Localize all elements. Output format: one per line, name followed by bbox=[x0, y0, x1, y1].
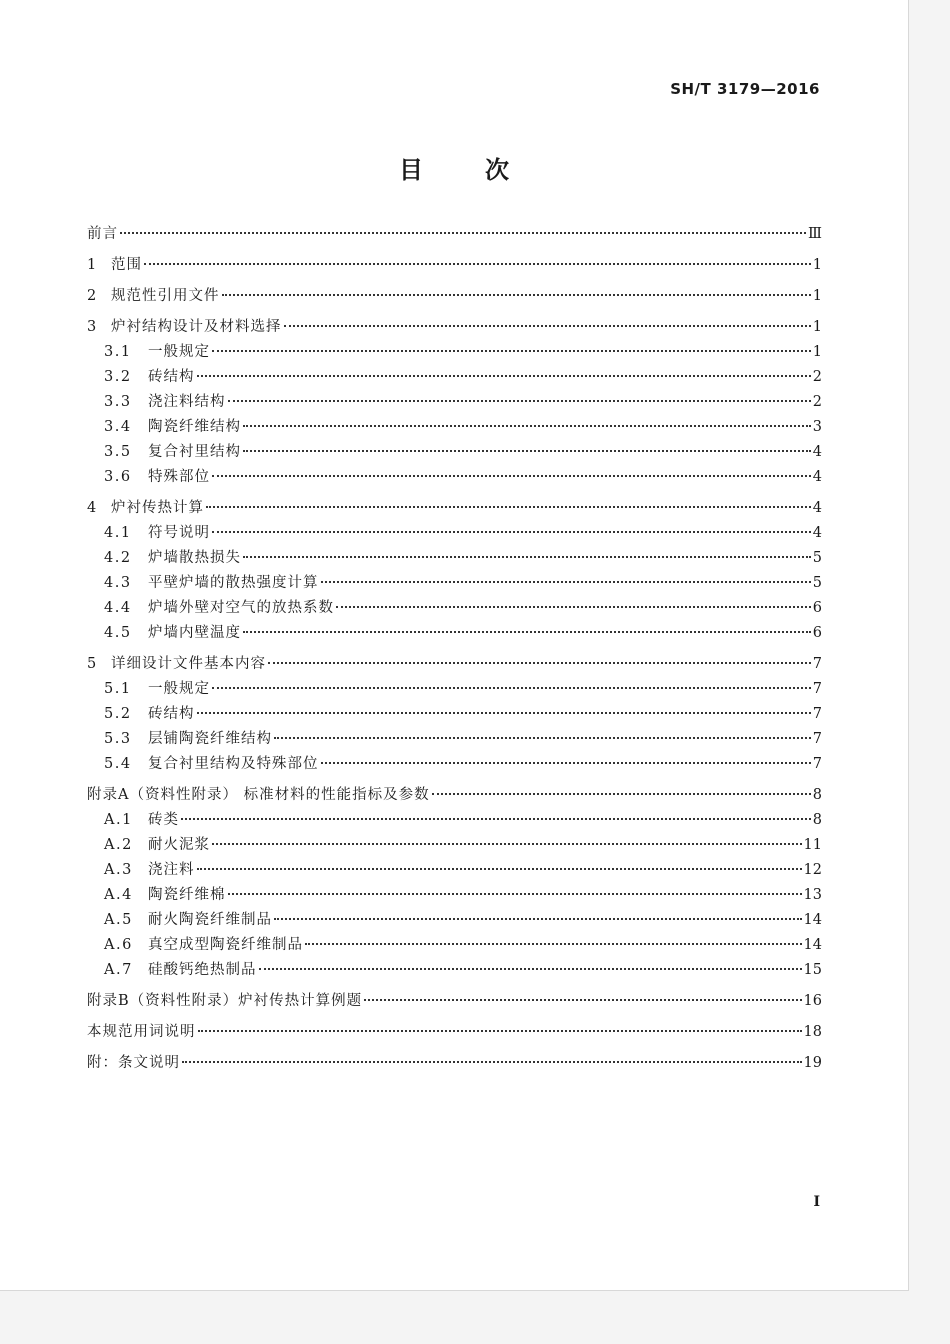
toc-entry-number: A.2 bbox=[104, 837, 133, 853]
dot-leader bbox=[182, 1061, 802, 1063]
dot-leader bbox=[321, 581, 811, 583]
toc-entry-number: 3.3 bbox=[104, 394, 132, 410]
page-number: I bbox=[813, 1194, 820, 1210]
toc-entry[interactable] bbox=[87, 596, 822, 621]
dot-leader bbox=[181, 818, 811, 820]
toc-entry-title: 炉墙散热损失 bbox=[148, 550, 241, 566]
toc-entry-page: 7 bbox=[812, 681, 822, 697]
toc-entry-title: 附录A（资料性附录） 标准材料的性能指标及参数 bbox=[87, 787, 430, 803]
dot-leader bbox=[305, 943, 802, 945]
toc-entry-title: 规范性引用文件 bbox=[111, 288, 220, 304]
dot-leader bbox=[222, 294, 811, 296]
toc-entry[interactable] bbox=[87, 340, 822, 365]
toc-entry-title: 陶瓷纤维结构 bbox=[148, 419, 241, 435]
toc-entry-title: 本规范用词说明 bbox=[87, 1024, 196, 1040]
toc-entry-title: 复合衬里结构 bbox=[148, 444, 241, 460]
toc-entry-title: 符号说明 bbox=[148, 525, 210, 541]
toc-entry[interactable] bbox=[87, 253, 822, 278]
dot-leader bbox=[206, 506, 811, 508]
dot-leader bbox=[321, 762, 811, 764]
toc-entry-number: 4.3 bbox=[104, 575, 132, 591]
toc-entry-page: 18 bbox=[803, 1024, 822, 1040]
dot-leader bbox=[259, 968, 802, 970]
toc-entry-page: 15 bbox=[803, 962, 822, 978]
toc-entry-number: 4 bbox=[87, 500, 97, 516]
toc-entry[interactable] bbox=[87, 752, 822, 777]
dot-leader bbox=[212, 687, 811, 689]
toc-entry-page: 2 bbox=[812, 369, 822, 385]
toc-entry-title: 特殊部位 bbox=[148, 469, 210, 485]
dot-leader bbox=[197, 712, 811, 714]
dot-leader bbox=[228, 893, 802, 895]
toc-entry-title: 炉衬传热计算 bbox=[111, 500, 204, 516]
title-char-2: 次 bbox=[485, 156, 509, 184]
toc-entry[interactable] bbox=[87, 808, 822, 833]
toc-entry[interactable] bbox=[87, 496, 822, 521]
toc-entry-title: 耐火泥浆 bbox=[148, 837, 210, 853]
toc-entry[interactable] bbox=[87, 989, 822, 1014]
toc-entry-title: 炉墙内壁温度 bbox=[148, 625, 241, 641]
toc-entry[interactable] bbox=[87, 222, 822, 247]
dot-leader bbox=[243, 450, 811, 452]
title-char-1: 目 bbox=[399, 156, 423, 184]
toc-entry-page: 1 bbox=[812, 319, 822, 335]
toc-entry[interactable] bbox=[87, 546, 822, 571]
toc-entry-title: 层铺陶瓷纤维结构 bbox=[148, 731, 272, 747]
dot-leader bbox=[274, 918, 802, 920]
dot-leader bbox=[274, 737, 811, 739]
toc-entry-number: 3.2 bbox=[104, 369, 132, 385]
toc-entry-title: 陶瓷纤维棉 bbox=[148, 887, 226, 903]
toc-entry-title: 详细设计文件基本内容 bbox=[111, 656, 266, 672]
toc-entry-page: 7 bbox=[812, 731, 822, 747]
toc-entry-number: A.1 bbox=[104, 812, 133, 828]
toc-entry[interactable] bbox=[87, 440, 822, 465]
dot-leader bbox=[212, 475, 811, 477]
toc-entry-number: 3.6 bbox=[104, 469, 132, 485]
dot-leader bbox=[364, 999, 801, 1001]
toc-entry-title: 浇注料结构 bbox=[148, 394, 226, 410]
toc-entry-title: 附录B（资料性附录）炉衬传热计算例题 bbox=[87, 993, 363, 1009]
toc-entry-title: 复合衬里结构及特殊部位 bbox=[148, 756, 319, 772]
dot-leader bbox=[197, 375, 811, 377]
toc-entry[interactable] bbox=[87, 284, 822, 309]
toc-entry-page: 8 bbox=[812, 812, 822, 828]
dot-leader bbox=[212, 350, 811, 352]
toc-entry[interactable] bbox=[87, 727, 822, 752]
toc-entry-number: 4.1 bbox=[104, 525, 132, 541]
toc-entry-title: 砖类 bbox=[148, 812, 179, 828]
toc-entry-number: 3.1 bbox=[104, 344, 132, 360]
toc-entry-title: 砖结构 bbox=[148, 706, 195, 722]
toc-entry-number: 5.3 bbox=[104, 731, 132, 747]
toc-entry-title: 炉墙外壁对空气的放热系数 bbox=[148, 600, 334, 616]
toc-entry[interactable] bbox=[87, 702, 822, 727]
toc-entry-number: 4.2 bbox=[104, 550, 132, 566]
page-title bbox=[0, 150, 908, 185]
dot-leader bbox=[243, 631, 811, 633]
dot-leader bbox=[243, 556, 811, 558]
toc-entry-number: 5.2 bbox=[104, 706, 132, 722]
dot-leader bbox=[284, 325, 811, 327]
toc-entry-page: 7 bbox=[812, 706, 822, 722]
toc-entry-number: 5.4 bbox=[104, 756, 132, 772]
toc-entry-number: 4.5 bbox=[104, 625, 132, 641]
toc-entry-page: 14 bbox=[803, 912, 822, 928]
toc-entry[interactable] bbox=[87, 858, 822, 883]
toc-entry-number: A.6 bbox=[104, 937, 133, 953]
toc-entry-page: 7 bbox=[812, 756, 822, 772]
toc-entry-page: 13 bbox=[803, 887, 822, 903]
toc-entry[interactable] bbox=[87, 883, 822, 908]
toc-entry[interactable] bbox=[87, 677, 822, 702]
toc-entry-page: 11 bbox=[803, 837, 822, 853]
toc-entry-page: 4 bbox=[812, 469, 822, 485]
toc-entry-page: 8 bbox=[812, 787, 822, 803]
toc-entry-number: 3 bbox=[87, 319, 97, 335]
toc-entry-number: 1 bbox=[87, 257, 97, 273]
dot-leader bbox=[268, 662, 811, 664]
toc-entry-title: 炉衬结构设计及材料选择 bbox=[111, 319, 282, 335]
toc-entry-number: 2 bbox=[87, 288, 97, 304]
toc-entry-number: 5 bbox=[87, 656, 97, 672]
table-of-contents bbox=[87, 222, 822, 1076]
toc-entry-title: 平壁炉墙的散热强度计算 bbox=[148, 575, 319, 591]
toc-entry-title: 一般规定 bbox=[148, 344, 210, 360]
toc-entry[interactable] bbox=[87, 390, 822, 415]
toc-entry[interactable] bbox=[87, 521, 822, 546]
toc-entry-page: 12 bbox=[803, 862, 822, 878]
toc-entry[interactable] bbox=[87, 933, 822, 958]
toc-entry-page: 16 bbox=[803, 993, 822, 1009]
toc-entry[interactable] bbox=[87, 958, 822, 983]
dot-leader bbox=[336, 606, 811, 608]
toc-entry-title: 附：条文说明 bbox=[87, 1055, 180, 1071]
dot-leader bbox=[432, 793, 811, 795]
toc-entry[interactable] bbox=[87, 315, 822, 340]
toc-entry-page: 1 bbox=[812, 288, 822, 304]
toc-entry-title: 范围 bbox=[111, 257, 142, 273]
toc-entry[interactable] bbox=[87, 415, 822, 440]
toc-entry-page: 6 bbox=[812, 625, 822, 641]
dot-leader bbox=[120, 232, 806, 234]
toc-entry-page: 1 bbox=[812, 344, 822, 360]
toc-entry[interactable] bbox=[87, 908, 822, 933]
toc-entry-number: A.5 bbox=[104, 912, 133, 928]
toc-entry-title: 真空成型陶瓷纤维制品 bbox=[148, 937, 303, 953]
toc-entry-title: 硅酸钙绝热制品 bbox=[148, 962, 257, 978]
dot-leader bbox=[144, 263, 811, 265]
toc-entry[interactable] bbox=[87, 465, 822, 490]
toc-entry-page: 4 bbox=[812, 500, 822, 516]
toc-entry[interactable] bbox=[87, 1051, 822, 1076]
toc-entry[interactable] bbox=[87, 833, 822, 858]
toc-entry-number: 5.1 bbox=[104, 681, 132, 697]
toc-entry-page: 7 bbox=[812, 656, 822, 672]
toc-entry[interactable] bbox=[87, 365, 822, 390]
toc-entry-page: Ⅲ bbox=[808, 226, 822, 242]
toc-entry[interactable] bbox=[87, 621, 822, 646]
toc-entry[interactable] bbox=[87, 652, 822, 677]
toc-entry-title: 砖结构 bbox=[148, 369, 195, 385]
toc-entry-number: 4.4 bbox=[104, 600, 132, 616]
toc-entry-page: 14 bbox=[803, 937, 822, 953]
toc-entry-page: 5 bbox=[812, 550, 822, 566]
toc-entry-page: 3 bbox=[812, 419, 822, 435]
toc-entry-page: 5 bbox=[812, 575, 822, 591]
toc-entry[interactable] bbox=[87, 783, 822, 808]
toc-entry-number: 3.5 bbox=[104, 444, 132, 460]
dot-leader bbox=[243, 425, 811, 427]
dot-leader bbox=[197, 868, 802, 870]
toc-entry[interactable] bbox=[87, 571, 822, 596]
dot-leader bbox=[228, 400, 811, 402]
dot-leader bbox=[212, 843, 802, 845]
standard-code: SH/T 3179—2016 bbox=[670, 80, 820, 98]
toc-entry[interactable] bbox=[87, 1020, 822, 1045]
toc-entry-page: 2 bbox=[812, 394, 822, 410]
dot-leader bbox=[198, 1030, 802, 1032]
toc-entry-page: 19 bbox=[803, 1055, 822, 1071]
toc-entry-number: A.4 bbox=[104, 887, 133, 903]
toc-entry-title: 一般规定 bbox=[148, 681, 210, 697]
toc-entry-page: 1 bbox=[812, 257, 822, 273]
toc-entry-number: A.3 bbox=[104, 862, 133, 878]
toc-entry-page: 4 bbox=[812, 525, 822, 541]
toc-entry-page: 6 bbox=[812, 600, 822, 616]
toc-entry-title: 耐火陶瓷纤维制品 bbox=[148, 912, 272, 928]
toc-entry-number: 3.4 bbox=[104, 419, 132, 435]
dot-leader bbox=[212, 531, 811, 533]
toc-entry-number: A.7 bbox=[104, 962, 133, 978]
toc-entry-title: 前言 bbox=[87, 226, 118, 242]
toc-entry-title: 浇注料 bbox=[148, 862, 195, 878]
toc-entry-page: 4 bbox=[812, 444, 822, 460]
